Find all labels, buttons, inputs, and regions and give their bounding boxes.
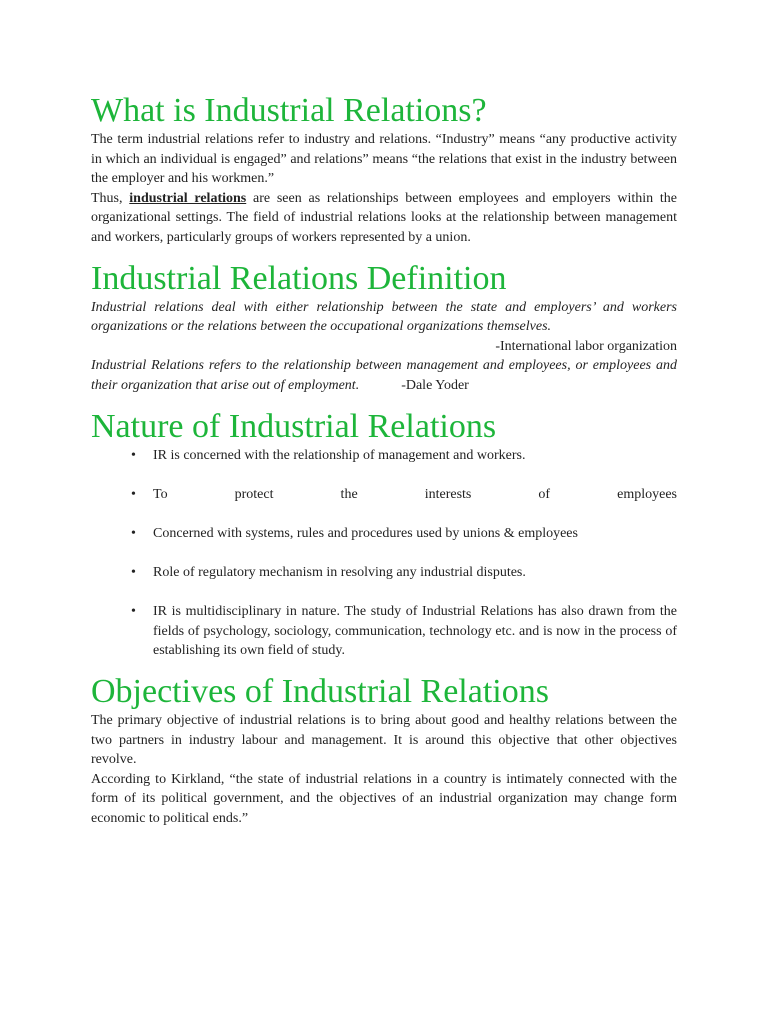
quote-ilo-source: -International labor organization xyxy=(495,338,677,354)
paragraph-thus-prefix: Thus, xyxy=(91,190,130,206)
quote-yoder-source: -Dale Yoder xyxy=(401,377,469,393)
quote-yoder-block xyxy=(91,356,677,395)
list-item xyxy=(131,446,677,466)
list-item-text: IR is concerned with the relationship of management and workers. xyxy=(153,447,526,463)
paragraph-term-definition: The term industrial relations refer to industry and relations. “Industry” means “any productive activity in which an individual is engaged” and relations” means “the relations that exist in the industry between the employer and his workmen.” xyxy=(91,132,677,187)
list-item-text: IR is multidisciplinary in nature. The study of Industrial Relations has also drawn from the fields of psychology, sociology, communication, technology etc. and is now in the process of establishing its own field of study. xyxy=(153,604,677,659)
heading-nature: Nature of Industrial Relations xyxy=(91,407,497,445)
bullet-icon: • xyxy=(131,604,136,620)
list-item xyxy=(131,563,677,583)
quote-ilo: Industrial relations deal with either relationship between the state and employers’ and workers organizations or the relations between the occupational organizations themselves. xyxy=(91,299,677,335)
bullet-icon: • xyxy=(131,565,136,581)
bullet-icon: • xyxy=(131,447,136,463)
paragraph-thus xyxy=(91,189,677,248)
list-item xyxy=(131,602,677,661)
heading-definition: Industrial Relations Definition xyxy=(91,259,507,297)
quote-yoder: Industrial Relations refers to the relationship between management and employees, or employees and their organization that arise out of employment. xyxy=(91,358,677,393)
nature-list xyxy=(91,446,677,662)
list-item-text: Concerned with systems, rules and procedures used by unions & employees xyxy=(153,525,578,541)
bullet-icon: • xyxy=(131,486,136,502)
paragraph-kirkland: According to Kirkland, “the state of industrial relations in a country is intimately connected with the form of its political government, and the objectives of an industrial organization may change form economic to political ends.” xyxy=(91,771,677,827)
list-item-text: To protect the interests of employees xyxy=(153,486,677,502)
list-item xyxy=(131,485,677,505)
paragraph-thus-rest: are seen as relationships between employees and employers within the organizational settings. The field of industrial relations looks at the relationship between management and workers, particularly groups of workers represented by a union. xyxy=(91,190,677,245)
list-item xyxy=(131,524,677,544)
heading-objectives: Objectives of Industrial Relations xyxy=(91,673,549,711)
list-item-text: Role of regulatory mechanism in resolving any industrial disputes. xyxy=(153,565,526,581)
document-page xyxy=(91,92,677,829)
bullet-icon: • xyxy=(131,525,136,541)
heading-what-is-ir: What is Industrial Relations? xyxy=(91,92,487,129)
industrial-relations-link[interactable]: industrial relations xyxy=(129,190,247,206)
paragraph-primary-objective: The primary objective of industrial relations is to bring about good and healthy relations between the two partners in industry labour and management. It is around this objective that other objectives revolve. xyxy=(91,713,677,768)
